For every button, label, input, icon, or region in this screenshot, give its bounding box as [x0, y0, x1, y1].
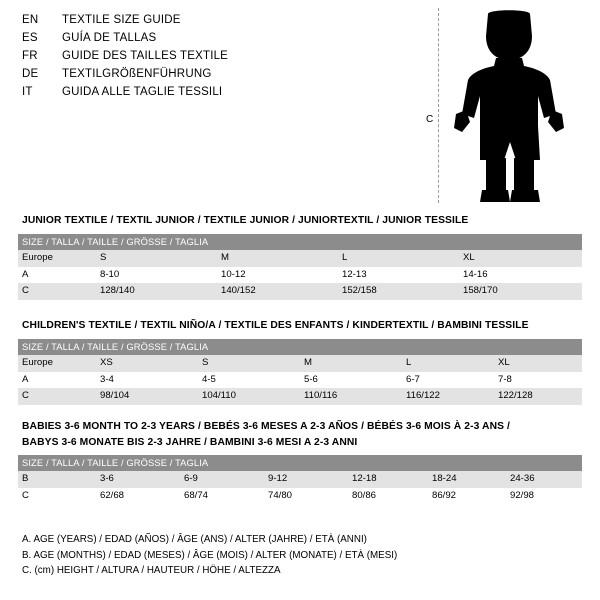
table-row [18, 355, 582, 372]
table-row [18, 372, 582, 389]
table-row [18, 250, 582, 267]
legend-line-b: B. AGE (MONTHS) / EDAD (MESES) / ÂGE (MOIS) / ALTER (MONATE) / ETÀ (MESI) [22, 549, 398, 561]
cell: 152/158 [338, 283, 459, 300]
cell: 62/68 [96, 488, 180, 505]
cell: 98/104 [96, 388, 198, 405]
cell: 104/110 [198, 388, 300, 405]
cell: XL [459, 250, 582, 267]
cell: 80/86 [348, 488, 428, 505]
cell: 7-8 [494, 372, 582, 389]
table-row [18, 388, 582, 405]
cell: 128/140 [96, 283, 217, 300]
cell: 24-36 [506, 471, 582, 488]
cell: 3-4 [96, 372, 198, 389]
language-code: ES [22, 32, 38, 44]
cell: 18-24 [428, 471, 506, 488]
guide-title: GUÍA DE TALLAS [62, 32, 157, 44]
section-title-babies-line2: BABYS 3-6 MONATE BIS 2-3 JAHRE / BAMBINI 3-6 MESI A 2-3 ANNI [22, 437, 358, 448]
cell: S [198, 355, 300, 372]
cell: 8-10 [96, 267, 217, 284]
table-header-row [18, 339, 582, 355]
child-silhouette-icon [452, 10, 572, 205]
measurement-guide-line [438, 8, 439, 203]
cell: 92/98 [506, 488, 582, 505]
size-header-label: SIZE / TALLA / TAILLE / GRÖSSE / TAGLIA [18, 234, 582, 250]
height-measurement-figure [422, 8, 582, 203]
cell: S [96, 250, 217, 267]
header-row [22, 50, 442, 68]
language-code: FR [22, 50, 38, 62]
cell: 9-12 [264, 471, 348, 488]
row-label: A [18, 372, 96, 389]
guide-title: GUIDE DES TAILLES TEXTILE [62, 50, 229, 62]
row-label: C [18, 488, 96, 505]
header-row [22, 86, 442, 104]
cell: 6-7 [402, 372, 494, 389]
legend-line-a: A. AGE (YEARS) / EDAD (AÑOS) / ÂGE (ANS) / ALTER (JAHRE) / ETÀ (ANNI) [22, 534, 367, 546]
header-row [22, 68, 442, 86]
section-title-children: CHILDREN'S TEXTILE / TEXTIL NIÑO/A / TEXTILE DES ENFANTS / KINDERTEXTIL / BAMBINI TESSILE [22, 320, 529, 331]
language-code: DE [22, 68, 39, 80]
row-label: Europe [18, 250, 96, 267]
table-row [18, 283, 582, 300]
cell: 110/116 [300, 388, 402, 405]
cell: XL [494, 355, 582, 372]
table-header-row [18, 455, 582, 471]
cell: M [300, 355, 402, 372]
cell: 6-9 [180, 471, 264, 488]
table-header-row [18, 234, 582, 250]
cell: 140/152 [217, 283, 338, 300]
legend [22, 532, 397, 578]
guide-title: TEXTILGRÖßENFÜHRUNG [62, 68, 212, 80]
row-label: C [18, 283, 96, 300]
cell: 10-12 [217, 267, 338, 284]
measurement-label-c: C [426, 114, 434, 125]
babies-size-table [18, 455, 582, 504]
table-row [18, 267, 582, 284]
cell: 158/170 [459, 283, 582, 300]
cell: 4-5 [198, 372, 300, 389]
guide-title: GUIDA ALLE TAGLIE TESSILI [62, 86, 223, 98]
cell: L [338, 250, 459, 267]
cell: 122/128 [494, 388, 582, 405]
row-label: Europe [18, 355, 96, 372]
table-row [18, 488, 582, 505]
header-row [22, 32, 442, 50]
language-code: EN [22, 14, 39, 26]
row-label: B [18, 471, 96, 488]
children-size-table [18, 339, 582, 405]
size-header-label: SIZE / TALLA / TAILLE / GRÖSSE / TAGLIA [18, 339, 582, 355]
junior-size-table [18, 234, 582, 300]
language-header [22, 14, 442, 104]
language-code: IT [22, 86, 33, 98]
cell: 5-6 [300, 372, 402, 389]
guide-title: TEXTILE SIZE GUIDE [62, 14, 181, 26]
row-label: C [18, 388, 96, 405]
cell: 116/122 [402, 388, 494, 405]
cell: 12-18 [348, 471, 428, 488]
section-title-babies: BABIES 3-6 MONTH TO 2-3 YEARS / BEBÉS 3-6 MESES A 2-3 AÑOS / BÉBÉS 3-6 MOIS À 2-3 ANS / [22, 421, 510, 432]
cell: M [217, 250, 338, 267]
cell: L [402, 355, 494, 372]
legend-line-c: C. (cm) HEIGHT / ALTURA / HAUTEUR / HÖHE / ALTEZZA [22, 564, 281, 576]
table-row [18, 471, 582, 488]
cell: 12-13 [338, 267, 459, 284]
size-header-label: SIZE / TALLA / TAILLE / GRÖSSE / TAGLIA [18, 455, 582, 471]
section-title-junior: JUNIOR TEXTILE / TEXTIL JUNIOR / TEXTILE JUNIOR / JUNIORTEXTIL / JUNIOR TESSILE [22, 215, 469, 226]
cell: 68/74 [180, 488, 264, 505]
header-row [22, 14, 442, 32]
cell: 74/80 [264, 488, 348, 505]
cell: 3-6 [96, 471, 180, 488]
row-label: A [18, 267, 96, 284]
cell: 86/92 [428, 488, 506, 505]
cell: XS [96, 355, 198, 372]
cell: 14-16 [459, 267, 582, 284]
